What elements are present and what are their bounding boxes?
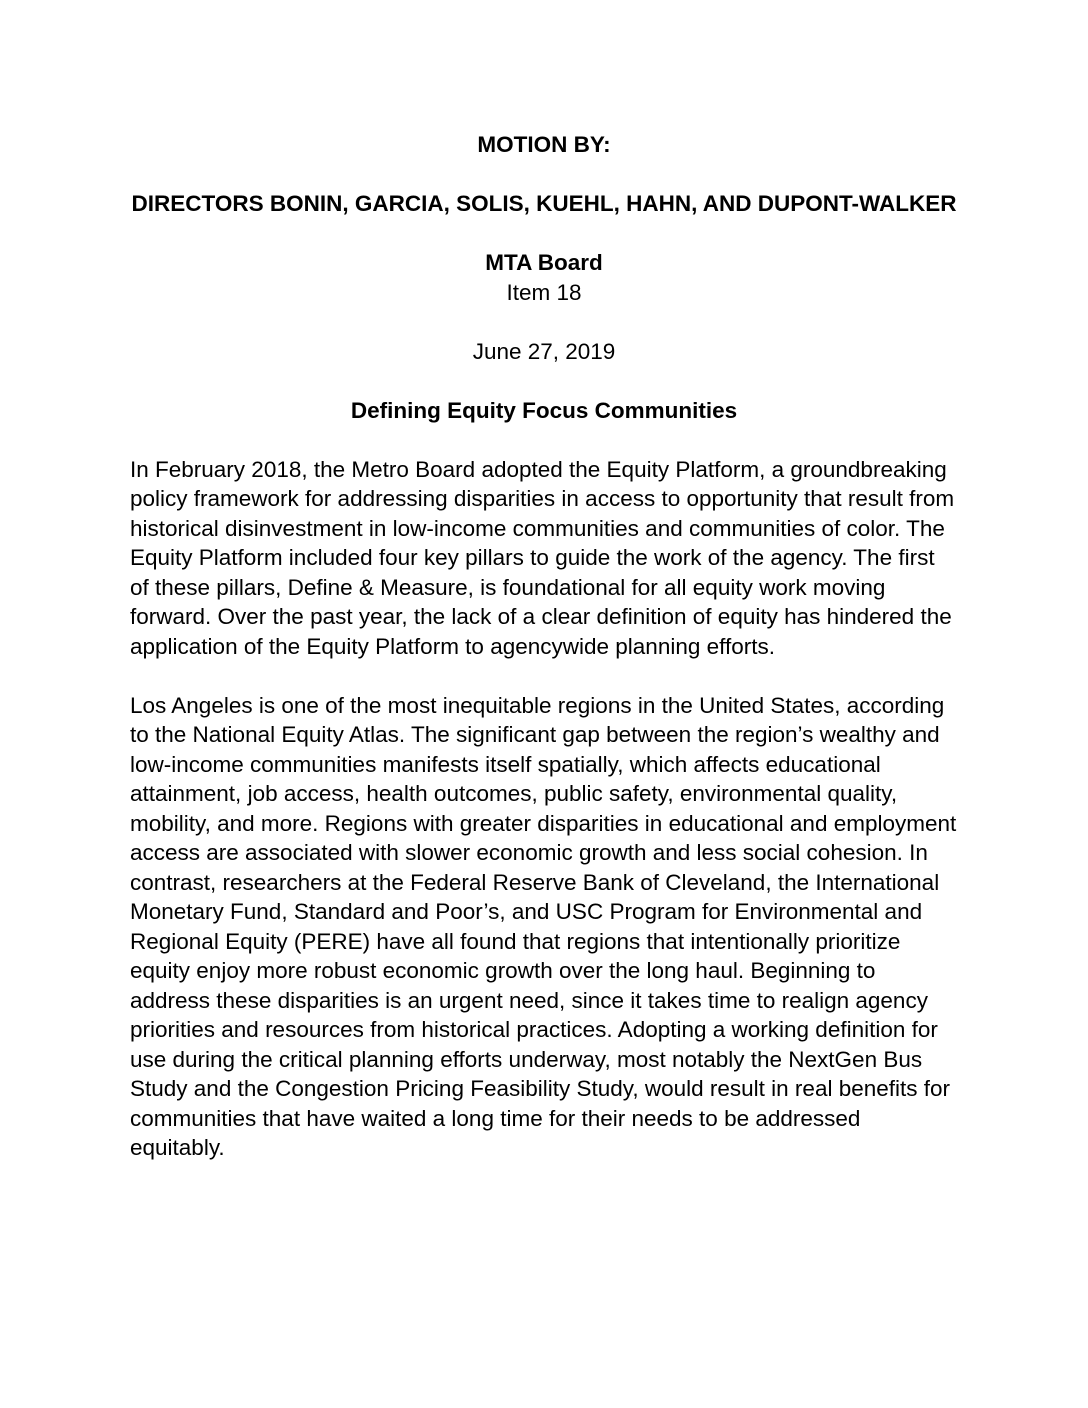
document-title: Defining Equity Focus Communities <box>350 397 738 423</box>
board-name: MTA Board <box>485 250 603 275</box>
document-date: June 27, 2019 <box>472 338 616 364</box>
motion-by-heading: MOTION BY: <box>477 132 611 157</box>
paragraph-equity-platform: In February 2018, the Metro Board adopted the Equity Platform, a groundbreaking policy framework for addressing disparities in access to opportunity that result from historical disinvestment in low-income communities and communities of color. The Equity Platform included four key pillars to guide the work of the agency. The first of these pillars, Define & Measure, is foundational for all equity work moving forward. Over the past year, the lack of a clear definition of equity has hindered the application of the Equity Platform to agencywide planning efforts. <box>130 456 955 659</box>
item-number: Item 18 <box>506 279 582 305</box>
directors-heading: DIRECTORS BONIN, GARCIA, SOLIS, KUEHL, HAHN, AND DUPONT-WALKER <box>131 191 957 216</box>
paragraph-los-angeles-inequity: Los Angeles is one of the most inequitable regions in the United States, according to the National Equity Atlas. The significant gap between the region’s wealthy and low-income communities manifests itself spatially, which affects educational attainment, job access, health outcomes, public safety, environmental quality, mobility, and more. Regions with greater disparities in educational and employment access are associated with slower economic growth and less social cohesion. In contrast, researchers at the Federal Reserve Bank of Cleveland, the International Monetary Fund, Standard and Poor’s, and USC Program for Environmental and Regional Equity (PERE) have all found that regions that intentionally prioritize equity enjoy more robust economic growth over the long haul. Beginning to address these disparities is an urgent need, since it takes time to realign agency priorities and resources from historical practices. Adopting a working definition for use during the critical planning efforts underway, most notably the NextGen Bus Study and the Congestion Pricing Feasibility Study, would result in real benefits for communities that have waited a long time for their needs to be addressed equitably. <box>130 692 957 1160</box>
board-item-group <box>130 248 958 307</box>
